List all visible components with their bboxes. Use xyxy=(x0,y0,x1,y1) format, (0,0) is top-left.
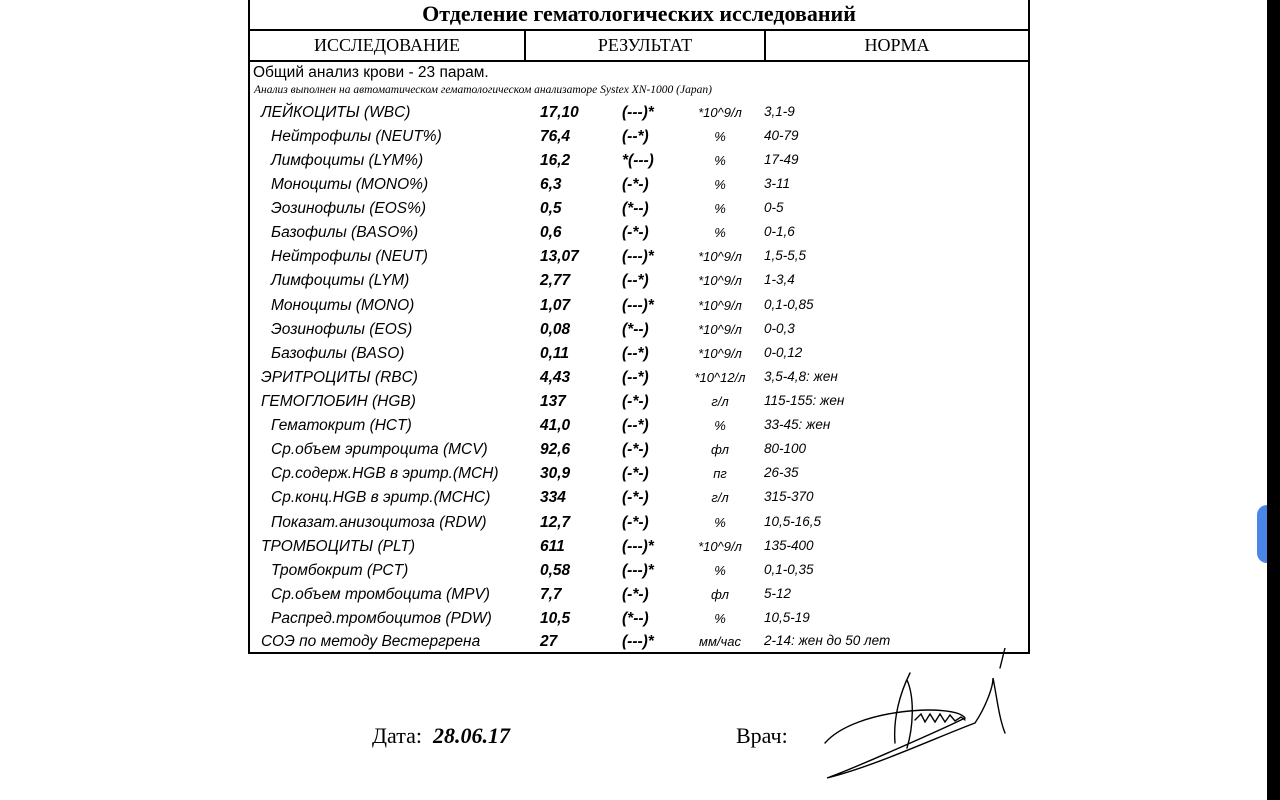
unit: % xyxy=(714,177,726,192)
result-value: 76,4 xyxy=(540,128,571,145)
result-value: 13,07 xyxy=(540,248,579,265)
result-value: 7,7 xyxy=(540,586,562,603)
unit: *10^9/л xyxy=(698,105,742,120)
reference-range: 3-11 xyxy=(764,176,791,191)
deviation-flag: (-*-) xyxy=(622,224,649,241)
unit: пг xyxy=(713,466,727,481)
result-value: 137 xyxy=(540,393,566,410)
reference-range: 0,1-0,35 xyxy=(764,562,814,577)
result-value: 41,0 xyxy=(540,417,571,434)
result-row xyxy=(250,538,1028,562)
unit: *10^9/л xyxy=(698,346,742,361)
test-name: Базофилы (BASO) xyxy=(271,345,405,362)
unit: % xyxy=(714,418,726,433)
deviation-flag: (---)* xyxy=(622,104,654,121)
result-row xyxy=(250,514,1028,538)
date-value: 28.06.17 xyxy=(433,723,510,748)
deviation-flag: (--*) xyxy=(622,272,649,289)
result-row xyxy=(250,128,1028,152)
unit: *10^9/л xyxy=(698,298,742,313)
column-header-norm: НОРМА xyxy=(864,35,930,55)
reference-range: 33-45: жен xyxy=(764,417,831,432)
test-name: ЭРИТРОЦИТЫ (RBC) xyxy=(261,369,418,386)
unit: *10^9/л xyxy=(698,322,742,337)
result-value: 0,58 xyxy=(540,562,571,579)
deviation-flag: (---)* xyxy=(622,633,654,650)
reference-range: 0-1,6 xyxy=(764,224,795,239)
result-value: 611 xyxy=(540,538,565,555)
table-header xyxy=(250,31,1028,62)
deviation-flag: (--*) xyxy=(622,369,649,386)
result-row xyxy=(250,248,1028,272)
result-row xyxy=(250,489,1028,513)
result-value: 30,9 xyxy=(540,465,571,482)
unit: *10^12/л xyxy=(694,370,746,385)
deviation-flag: (-*-) xyxy=(622,465,649,482)
deviation-flag: (--*) xyxy=(622,417,649,434)
deviation-flag: (---)* xyxy=(622,562,654,579)
deviation-flag: (---)* xyxy=(622,538,654,555)
column-header-test: ИССЛЕДОВАНИЕ xyxy=(250,31,526,60)
test-name: Моноциты (MONO) xyxy=(271,297,415,314)
test-name: СОЭ по методу Вестергрена xyxy=(261,633,481,650)
reference-range: 135-400 xyxy=(764,538,814,553)
test-name: Нейтрофилы (NEUT) xyxy=(271,248,428,265)
deviation-flag: (-*-) xyxy=(622,176,649,193)
result-value: 2,77 xyxy=(540,272,571,289)
unit: г/л xyxy=(711,394,729,409)
unit: г/л xyxy=(711,490,729,505)
result-value: 4,43 xyxy=(540,369,571,386)
test-name: Моноциты (MONO%) xyxy=(271,176,429,193)
scroll-handle[interactable] xyxy=(1257,505,1267,563)
result-value: 0,08 xyxy=(540,321,571,338)
reference-range: 3,1-9 xyxy=(764,104,795,119)
result-row xyxy=(250,152,1028,176)
result-row xyxy=(250,610,1028,634)
result-row xyxy=(250,104,1028,128)
result-row xyxy=(250,393,1028,417)
reference-range: 26-35 xyxy=(764,465,799,480)
result-row xyxy=(250,345,1028,369)
test-name: Лимфоциты (LYM%) xyxy=(271,152,424,169)
unit: % xyxy=(714,201,726,216)
reference-range: 40-79 xyxy=(764,128,799,143)
reference-range: 115-155: жен xyxy=(764,393,845,408)
deviation-flag: (--*) xyxy=(622,128,649,145)
unit: *10^9/л xyxy=(698,539,742,554)
doctor-signature xyxy=(815,648,1015,788)
deviation-flag: *(---) xyxy=(622,152,654,169)
deviation-flag: (*--) xyxy=(622,610,649,627)
result-value: 10,5 xyxy=(540,610,571,627)
deviation-flag: (---)* xyxy=(622,297,654,314)
result-row xyxy=(250,441,1028,465)
analyzer-note: Анализ выполнен на автоматическом гематологическом анализаторе Systex XN-1000 (Japan) xyxy=(254,84,712,96)
test-name: Распред.тромбоцитов (PDW) xyxy=(271,610,492,627)
unit: *10^9/л xyxy=(698,273,742,288)
deviation-flag: (*--) xyxy=(622,200,649,217)
reference-range: 0,1-0,85 xyxy=(764,297,814,312)
unit: % xyxy=(714,563,726,578)
result-row xyxy=(250,586,1028,610)
unit: % xyxy=(714,153,726,168)
deviation-flag: (-*-) xyxy=(622,489,649,506)
reference-range: 80-100 xyxy=(764,441,807,456)
reference-range: 0-5 xyxy=(764,200,784,215)
result-row xyxy=(250,417,1028,441)
unit: % xyxy=(714,515,726,530)
test-name: Ср.объем эритроцита (MCV) xyxy=(271,441,488,458)
result-row xyxy=(250,465,1028,489)
deviation-flag: (-*-) xyxy=(622,514,649,531)
test-name: Лимфоциты (LYM) xyxy=(271,272,410,289)
result-row xyxy=(250,176,1028,200)
result-value: 17,10 xyxy=(540,104,579,121)
result-value: 27 xyxy=(540,633,558,650)
lab-report-table xyxy=(248,0,1030,654)
test-name: ТРОМБОЦИТЫ (PLT) xyxy=(261,538,416,555)
result-value: 0,6 xyxy=(540,224,562,241)
unit: фл xyxy=(711,442,729,457)
test-name: Эозинофилы (EOS%) xyxy=(271,200,427,217)
deviation-flag: (*--) xyxy=(622,321,649,338)
test-name: Показат.анизоцитоза (RDW) xyxy=(271,514,487,531)
result-value: 1,07 xyxy=(540,297,571,314)
test-name: Гематокрит (HCT) xyxy=(271,417,412,434)
unit: % xyxy=(714,129,726,144)
reference-range: 5-12 xyxy=(764,586,792,601)
reference-range: 0-0,3 xyxy=(764,321,795,336)
test-name: Эозинофилы (EOS) xyxy=(271,321,413,338)
reference-range: 3,5-4,8: жен xyxy=(764,369,838,384)
department-title: Отделение гематологических исследований xyxy=(250,0,1028,31)
deviation-flag: (-*-) xyxy=(622,441,649,458)
test-name: Ср.содерж.HGB в эритр.(MCH) xyxy=(271,465,499,482)
result-value: 92,6 xyxy=(540,441,571,458)
reference-range: 17-49 xyxy=(764,152,799,167)
test-name: Базофилы (BASO%) xyxy=(271,224,419,241)
test-name: Нейтрофилы (NEUT%) xyxy=(271,128,442,145)
reference-range: 2-14: жен до 50 лет xyxy=(764,633,891,648)
reference-range: 10,5-19 xyxy=(764,610,810,625)
doctor-label: Врач: xyxy=(736,723,788,748)
reference-range: 1,5-5,5 xyxy=(764,248,807,263)
test-name: ЛЕЙКОЦИТЫ (WBC) xyxy=(261,104,411,121)
result-row xyxy=(250,562,1028,586)
reference-range: 0-0,12 xyxy=(764,345,803,360)
unit: % xyxy=(714,611,726,626)
unit: *10^9/л xyxy=(698,249,742,264)
result-row xyxy=(250,297,1028,321)
date-label: Дата: xyxy=(372,723,422,748)
unit: мм/час xyxy=(699,634,741,649)
result-value: 6,3 xyxy=(540,176,562,193)
test-name: Тромбокрит (PCT) xyxy=(271,562,409,579)
reference-range: 315-370 xyxy=(764,489,814,504)
reference-range: 10,5-16,5 xyxy=(764,514,822,529)
test-name: Ср.конц.HGB в эритр.(MCHC) xyxy=(271,489,491,506)
result-value: 16,2 xyxy=(540,152,571,169)
deviation-flag: (---)* xyxy=(622,248,654,265)
deviation-flag: (-*-) xyxy=(622,586,649,603)
result-value: 334 xyxy=(540,489,566,506)
panel-name: Общий анализ крови - 23 парам. xyxy=(253,64,489,81)
deviation-flag: (--*) xyxy=(622,345,649,362)
result-row xyxy=(250,369,1028,393)
result-row xyxy=(250,200,1028,224)
result-row xyxy=(250,321,1028,345)
result-value: 0,11 xyxy=(540,345,570,362)
test-name: ГЕМОГЛОБИН (HGB) xyxy=(261,393,416,410)
unit: % xyxy=(714,225,726,240)
test-name: Ср.объем тромбоцита (MPV) xyxy=(271,586,490,603)
result-value: 12,7 xyxy=(540,514,571,531)
reference-range: 1-3,4 xyxy=(764,272,795,287)
unit: фл xyxy=(711,587,729,602)
column-header-result: РЕЗУЛЬТАТ xyxy=(526,31,766,60)
result-row xyxy=(250,272,1028,296)
deviation-flag: (-*-) xyxy=(622,393,649,410)
result-row xyxy=(250,224,1028,248)
result-value: 0,5 xyxy=(540,200,562,217)
